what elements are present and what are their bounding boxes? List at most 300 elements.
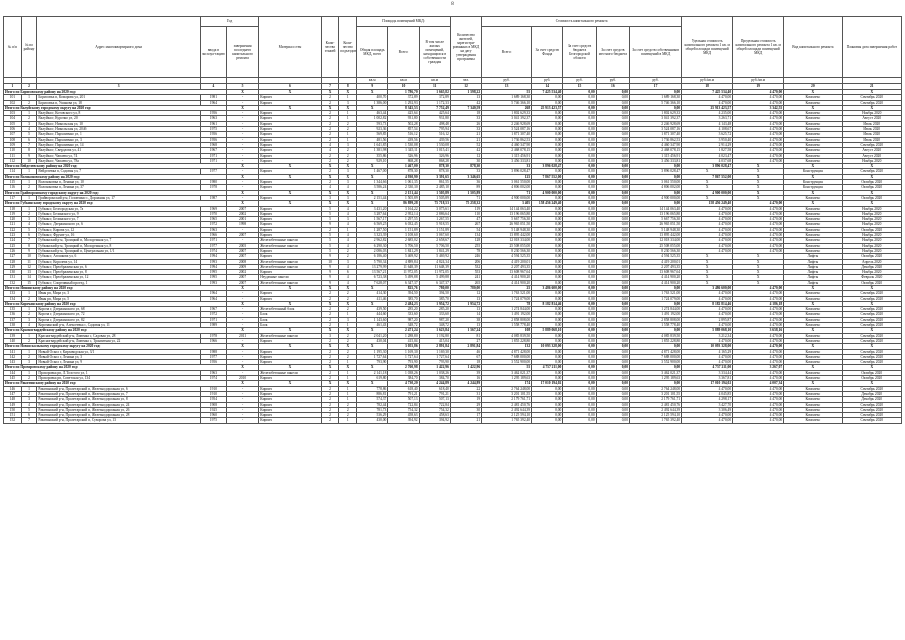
column-number-cell: 3 [37, 84, 201, 90]
table-cell: 2007 [226, 254, 258, 259]
table-cell: 0,00 [596, 270, 629, 275]
table-cell: 2 [21, 376, 37, 381]
table-cell: 3 263,71 [682, 116, 733, 121]
table-cell: 107 [4, 132, 22, 137]
table-cell: 0,00 [630, 201, 682, 206]
table-cell: 1993 [200, 259, 226, 264]
table-cell: 931,80 [419, 116, 450, 121]
table-cell: 1 172,33 [419, 100, 450, 105]
table-cell: 0,00 [596, 402, 629, 407]
table-cell: 3 462 021,37 [482, 370, 532, 375]
table-cell: 9 [321, 222, 339, 227]
table-cell: Прохоровка рп, Л.Толстого ул, 1 [37, 370, 201, 375]
table-cell: 2 [321, 397, 339, 402]
table-cell: Комплекс [784, 376, 842, 381]
table-cell: 7 425 534,40 [532, 90, 563, 95]
table-cell: Лифты [784, 264, 842, 269]
table-cell: 1910 [200, 386, 226, 391]
table-cell: 439,50 [357, 307, 388, 312]
table-cell: 105 [4, 121, 22, 126]
table-cell: 532 [450, 264, 481, 269]
table-cell: Губкин г, Белинского ул, 9 [37, 211, 201, 216]
table-cell: 4 470,00 [682, 413, 733, 418]
table-cell: 18 [450, 360, 481, 365]
table-cell: 12 018 334,00 [482, 238, 532, 243]
col-entrances: Коли-чество подъездов [339, 17, 357, 78]
table-cell: X [357, 285, 388, 290]
table-cell: 1977 [200, 354, 226, 359]
table-cell: 4 470,00 [733, 333, 784, 338]
table-cell: 126 [4, 248, 22, 253]
table-cell: 0,00 [596, 360, 629, 365]
table-cell: Комплекс [784, 243, 842, 248]
table-cell: X [842, 105, 902, 110]
table-cell: 1 [21, 333, 37, 338]
table-cell: Сентябрь 2020 [842, 386, 902, 391]
table-cell: X [321, 190, 339, 195]
table-cell: 4 419 200,01 [630, 259, 682, 264]
table-cell: 348,72 [388, 323, 419, 328]
table-cell: 2 [321, 296, 339, 301]
column-number-cell: 9 [357, 84, 388, 90]
table-cell: 0,00 [630, 90, 682, 95]
table-cell: 1 505,89 [388, 195, 419, 200]
table-cell: 3 658,16 [733, 328, 784, 333]
col-area: Площадь помещений МКД: [357, 17, 451, 27]
table-cell: X [842, 164, 902, 169]
table-cell: 128 [4, 259, 22, 264]
table-cell: 722,84 [388, 402, 419, 407]
column-number-cell: 14 [532, 84, 563, 90]
table-cell: 574,37 [357, 397, 388, 402]
table-cell: 1 [339, 397, 357, 402]
table-cell: Валуйки г, Свердлова ул, 41 [37, 148, 201, 153]
table-cell: X [784, 344, 842, 349]
table-cell: 0,00 [563, 259, 596, 264]
table-cell: 0,00 [563, 174, 596, 179]
table-cell: Июль 2020 [842, 132, 902, 137]
table-cell: X [682, 185, 733, 190]
table-cell: 4 871 428,00 [482, 349, 532, 354]
col-year-commissioning: ввода в эксплуа-тацию [200, 27, 226, 78]
table-cell: 47 [450, 217, 481, 222]
table-cell: 0,00 [596, 381, 629, 386]
table-cell: X [259, 328, 322, 333]
table-cell: Сентябрь 2020 [842, 291, 902, 296]
table-cell: X [321, 285, 339, 290]
table-cell: 2 [339, 354, 357, 359]
table-cell: Валуйки г, Чапаева ул, 74 [37, 153, 201, 158]
table-cell: 868,28 [388, 158, 419, 163]
table-cell: 0,00 [596, 100, 629, 105]
table-cell: 1 802 629,33 [630, 111, 682, 116]
unit-cell: руб. [482, 78, 532, 84]
table-cell: 0,00 [532, 312, 563, 317]
table-cell: - [226, 391, 258, 396]
table-cell: Новый Оскол г, Ленина ул, 9 [37, 360, 201, 365]
table-cell: 267 [450, 222, 481, 227]
table-cell: 2 [321, 227, 339, 232]
table-cell: 5 [321, 248, 339, 253]
table-cell: 2 179 761,71 [482, 397, 532, 402]
table-cell: 0,00 [596, 307, 629, 312]
table-cell: 1 344,66 [357, 180, 388, 185]
table-cell: 0,00 [563, 349, 596, 354]
table-cell: Сентябрь 2020 [842, 142, 902, 147]
table-cell: 4 900 000,00 [482, 195, 532, 200]
table-cell: Сентябрь 2020 [842, 338, 902, 343]
table-cell: 2010 [226, 376, 258, 381]
table-cell: X [259, 190, 322, 195]
table-cell: 4 806 002,00 [482, 185, 532, 190]
table-cell: 793,90 [357, 360, 388, 365]
table-cell: 3 456 333,81 [482, 158, 532, 163]
table-cell: Кирпич [259, 391, 322, 396]
subtotal-title: Итого по Ивнянскому району на 2020 год: [4, 285, 227, 290]
table-cell: 333,60 [419, 312, 450, 317]
table-cell: 0,00 [596, 243, 629, 248]
table-cell: - [226, 95, 258, 100]
column-number-cell: 16 [596, 84, 629, 90]
table-cell: 1972 [200, 312, 226, 317]
table-cell: 1 315 456,91 [630, 153, 682, 158]
table-cell: 0,00 [532, 418, 563, 423]
table-cell: 1 386,00 [357, 100, 388, 105]
table-cell: 0,00 [563, 243, 596, 248]
table-cell: 144 [4, 370, 22, 375]
table-cell: 516,12 [388, 132, 419, 137]
table-cell: 0,00 [532, 127, 563, 132]
table-cell: 30 [450, 407, 481, 412]
table-cell: 3 427,70 [682, 402, 733, 407]
table-cell: - [226, 291, 258, 296]
table-cell: 10 [21, 158, 37, 163]
table-cell: 106 [4, 127, 22, 132]
table-cell: Губкин г, Королева ул, 14 [37, 259, 201, 264]
column-number-cell: 20 [784, 84, 842, 90]
table-cell: 6 032,45 [388, 222, 419, 227]
table-cell: - [226, 307, 258, 312]
table-cell: 5 [321, 243, 339, 248]
table-cell: 3 [21, 397, 37, 402]
table-cell: 553 [450, 270, 481, 275]
table-cell: 0,00 [596, 142, 629, 147]
table-cell: Новый Оскол г, Ленина ул, 3 [37, 354, 201, 359]
table-cell: Ракитянский р-н, Пролетарский п, Железнодорожная ул, 8 [37, 397, 201, 402]
table-cell: 2 [321, 360, 339, 365]
table-cell: 255 [450, 243, 481, 248]
table-cell: 6 186,40 [357, 254, 388, 259]
table-cell: 3 896 028,47 [532, 164, 563, 169]
table-cell: 4 470,00 [733, 121, 784, 126]
table-cell: 54 [450, 227, 481, 232]
table-cell: 1 [339, 376, 357, 381]
table-cell: 0,00 [596, 233, 629, 238]
table-cell: 4 730,20 [388, 381, 419, 386]
table-cell: Комплекс [784, 142, 842, 147]
column-number-cell: 8 [339, 84, 357, 90]
table-cell: 0,00 [563, 132, 596, 137]
table-cell: 2 [321, 407, 339, 412]
table-cell: 0,00 [596, 164, 629, 169]
table-cell: 4 470,00 [682, 222, 733, 227]
table-cell: 4 470,00 [733, 386, 784, 391]
table-cell: 1 841,29 [419, 248, 450, 253]
table-cell: X [321, 381, 339, 386]
table-cell: 878,30 [388, 169, 419, 174]
table-cell: 5 148 948,30 [482, 227, 532, 232]
table-cell: Кирпич [259, 132, 322, 137]
table-cell: 4 470,00 [733, 95, 784, 100]
table-cell: 4 594 525,35 [482, 254, 532, 259]
table-cell: Конструкция [784, 169, 842, 174]
table-cell: X [357, 174, 388, 179]
table-cell: 7 340,59 [450, 105, 481, 110]
table-cell: 2 [321, 100, 339, 105]
table-cell: 593,73 [357, 121, 388, 126]
table-cell: X [339, 190, 357, 195]
col-residents: Количество жителей, зарегистри-рованных в МКД на дату утверждения программы [450, 17, 481, 78]
table-cell: - [226, 132, 258, 137]
table-cell: 2 891,84 [419, 344, 450, 349]
table-cell: 0,00 [532, 413, 563, 418]
table-cell: Кирпич [259, 148, 322, 153]
table-cell: X [339, 164, 357, 169]
table-cell: X [226, 301, 258, 306]
table-cell: 5 [321, 217, 339, 222]
table-cell: X [842, 301, 902, 306]
table-cell: 149 [4, 402, 22, 407]
table-cell: X [226, 190, 258, 195]
table-cell: 1 295 189,63 [630, 376, 682, 381]
table-cell: Кирпич [259, 206, 322, 211]
table-cell: X [733, 275, 784, 280]
table-cell: 122 [4, 227, 22, 232]
table-cell: 2 492 644,39 [482, 407, 532, 412]
table-cell: 618,40 [419, 386, 450, 391]
table-cell: 71 [450, 195, 481, 200]
table-cell: 2 [321, 391, 339, 396]
table-cell: 142 [4, 354, 22, 359]
col-area-citizens: В том числе жилых помещений, находящихся в собственности граждан [419, 27, 450, 78]
table-cell: 2 [339, 248, 357, 253]
table-cell: 1 [21, 111, 37, 116]
table-cell: 9 [321, 254, 339, 259]
table-cell: 0,00 [563, 333, 596, 338]
table-cell: 0,00 [596, 169, 629, 174]
table-cell: 1 [339, 391, 357, 396]
table-cell: 13 [450, 95, 481, 100]
table-cell: Губкин г, Преображенская ул, 12 [37, 275, 201, 280]
table-cell: 0,00 [596, 90, 629, 95]
table-cell: 4 085 839,50 [482, 333, 532, 338]
table-cell: 3 [339, 217, 357, 222]
table-cell: 987,20 [419, 317, 450, 322]
table-cell: Ноябрь 2020 [842, 243, 902, 248]
table-cell: 1 [21, 307, 37, 312]
table-cell: 3 896 028,47 [482, 169, 532, 174]
unit-cell: руб. [532, 78, 563, 84]
table-cell: 4 414 900,20 [630, 280, 682, 285]
table-cell: Губкин г, Белгородская ул, 7а [37, 206, 201, 211]
table-cell: 13 [450, 307, 481, 312]
table-cell: 2 891,84 [450, 344, 481, 349]
table-cell: Комплекс [784, 248, 842, 253]
table-cell: 780,00 [450, 285, 481, 290]
table-cell: Прохоровка рп, Советская ул, 134 [37, 376, 201, 381]
table-cell: 5 667 756,30 [630, 217, 682, 222]
table-cell: 3 [21, 360, 37, 365]
table-cell: 0,00 [563, 195, 596, 200]
table-cell: 2001 [226, 217, 258, 222]
table-cell: 4 [321, 142, 339, 147]
table-cell: 1 558 778,40 [630, 323, 682, 328]
table-cell: 2 125 594,10 [630, 413, 682, 418]
table-cell: 5 790,34 [357, 259, 388, 264]
table-cell: 1 505,89 [419, 195, 450, 200]
table-cell: 4 470,00 [733, 127, 784, 132]
table-cell: 4 470,00 [733, 354, 784, 359]
table-cell: 0,00 [563, 148, 596, 153]
table-cell: Август 2020 [842, 116, 902, 121]
subtotal-title: Итого по Волоконовскому району на 2020 год: [4, 174, 227, 179]
table-cell: 4 470,00 [733, 90, 784, 95]
table-cell: X [321, 90, 339, 95]
table-cell: 7 628,07 [357, 280, 388, 285]
table-cell: 384,70 [388, 376, 419, 381]
table-cell: 1 287,50 [357, 227, 388, 232]
table-cell: 1 002,82 [357, 116, 388, 121]
table-cell: 29 [450, 402, 481, 407]
table-cell: 1 [21, 370, 37, 375]
table-cell: X [259, 201, 322, 206]
table-cell: 1 [21, 195, 37, 200]
table-cell: 2007 [226, 233, 258, 238]
table-cell: 1 558 778,40 [482, 323, 532, 328]
table-cell: 115 [4, 180, 22, 185]
table-cell: 0,00 [563, 360, 596, 365]
table-cell: 2 [321, 158, 339, 163]
table-cell: X [842, 381, 902, 386]
table-cell: Ноябрь 2020 [842, 206, 902, 211]
table-cell: 1 [339, 137, 357, 142]
table-cell: 3 055,86 [388, 344, 419, 349]
table-cell: X [339, 285, 357, 290]
table-cell: 0,00 [596, 275, 629, 280]
col-district-number: № по району [21, 17, 37, 78]
table-cell: 1 802 629,33 [482, 111, 532, 116]
table-cell: Декабрь 2020 [842, 397, 902, 402]
table-cell: 2 [339, 338, 357, 343]
table-cell: 4 470,00 [733, 243, 784, 248]
table-cell: 2 141,18 [357, 370, 388, 375]
table-cell: 1964 [200, 100, 226, 105]
table-cell: 1 [339, 111, 357, 116]
table-cell: X [733, 259, 784, 264]
table-cell: 0,00 [596, 386, 629, 391]
table-cell: 120 [4, 217, 22, 222]
table-cell: Губкин г, Преображенская ул, 6 [37, 264, 201, 269]
table-cell: Корочанский р-н, Алексеевка с, Садовая ул, 11 [37, 323, 201, 328]
table-cell: Сентябрь 2020 [842, 312, 902, 317]
table-cell: 3 950,40 [682, 137, 733, 142]
table-cell: 5 [21, 132, 37, 137]
table-cell: 1975 [200, 418, 226, 423]
table-cell: 1 038,26 [388, 370, 419, 375]
table-cell: 116 [4, 185, 22, 190]
unit-cell: кв.м [357, 78, 388, 84]
table-cell: 0,00 [563, 238, 596, 243]
table-cell: 463,44 [357, 111, 388, 116]
table-cell: 3 524 087,16 [630, 127, 682, 132]
table-cell: 125 [4, 243, 22, 248]
table-cell: 1 195,30 [357, 349, 388, 354]
table-cell: 3 [339, 259, 357, 264]
table-cell: 2 [339, 402, 357, 407]
table-cell: 2 [339, 121, 357, 126]
table-cell: 12 [21, 264, 37, 269]
table-cell: 1 151,89 [388, 227, 419, 232]
column-number-cell: 6 [259, 84, 322, 90]
table-cell: 2 [321, 111, 339, 116]
table-cell: 121 [4, 222, 22, 227]
table-cell: Губкин г, Агошкова ул, 6 [37, 254, 201, 259]
table-cell: Комплекс [784, 121, 842, 126]
table-cell: 3 [21, 217, 37, 222]
table-cell: 2 895,87 [682, 317, 733, 322]
table-cell: 0,00 [563, 95, 596, 100]
table-cell: X [339, 201, 357, 206]
table-cell: Ноябрь 2020 [842, 222, 902, 227]
table-cell: 268 [482, 105, 532, 110]
table-cell: 0,00 [563, 344, 596, 349]
table-cell: X [357, 301, 388, 306]
table-cell: 1964 [200, 296, 226, 301]
table-cell: 4 460 347,90 [630, 142, 682, 147]
table-cell: 4 460 347,90 [482, 142, 532, 147]
table-cell: 4 470,00 [682, 291, 733, 296]
table-cell: 4 [339, 275, 357, 280]
table-cell: 931,80 [388, 116, 419, 121]
table-cell: Апрель 2020 [842, 259, 902, 264]
table-cell: 0,00 [596, 344, 629, 349]
table-row [4, 418, 902, 423]
table-cell: 2007 [226, 206, 258, 211]
table-cell: 11 972,05 [388, 270, 419, 275]
table-cell: Кирпич [259, 354, 322, 359]
table-cell: 0,00 [563, 190, 596, 195]
table-cell: Лифты [784, 254, 842, 259]
table-cell: 0,00 [563, 111, 596, 116]
table-cell: Кирпич [259, 158, 322, 163]
table-cell: Железобетонные панели [259, 238, 322, 243]
table-cell: X [733, 254, 784, 259]
table-cell: Валуйки г, Чапаева ул, 78а [37, 158, 201, 163]
table-cell: X [682, 254, 733, 259]
table-cell: 0,00 [563, 164, 596, 169]
subtotal-title: Итого по Борисовскому району на 2020 год: [4, 90, 227, 95]
table-cell: 10 093 328,00 [682, 344, 733, 349]
table-cell: 0,00 [596, 206, 629, 211]
table-cell: 0,00 [532, 243, 563, 248]
col-number: № п/п [4, 17, 22, 78]
table-cell: X [321, 164, 339, 169]
table-cell: 13 608 967,64 [630, 270, 682, 275]
table-cell: 101 [4, 95, 22, 100]
table-cell: 1993 [200, 280, 226, 285]
table-cell: 4 [339, 243, 357, 248]
table-cell: X [259, 301, 322, 306]
